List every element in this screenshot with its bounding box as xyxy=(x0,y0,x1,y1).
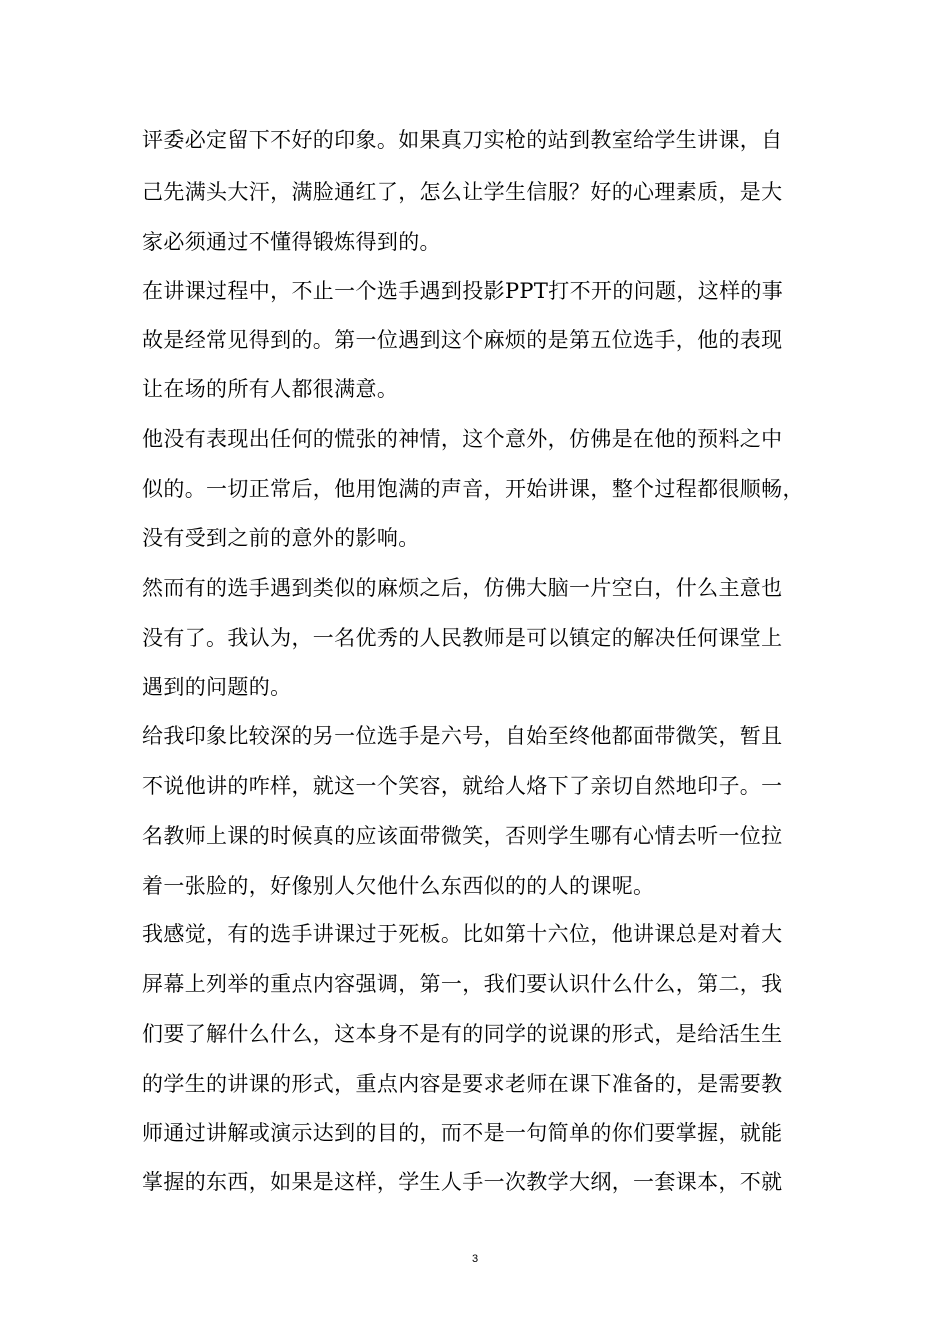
text-line: 家必须通过不懂得锻炼得到的。 xyxy=(142,230,441,254)
text-line: 名教师上课的时候真的应该面带微笑，否则学生哪有心情去听一位拉 xyxy=(142,824,783,848)
text-line: 似的。一切正常后，他用饱满的声音，开始讲课，整个过程都很顺畅， xyxy=(142,477,804,501)
text-line: 然而有的选手遇到类似的麻烦之后，仿佛大脑一片空白，什么主意也 xyxy=(142,576,783,600)
text-line: 遇到的问题的。 xyxy=(142,675,292,699)
text-line: 掌握的东西，如果是这样，学生人手一次教学大纲，一套课本，不就 xyxy=(142,1170,783,1194)
text-line: 故是经常见得到的。第一位遇到这个麻烦的是第五位选手，他的表现 xyxy=(142,328,783,352)
text-line: 着一张脸的，好像别人欠他什么东西似的的人的课呢。 xyxy=(142,874,655,898)
page-number: 3 xyxy=(471,1253,479,1265)
text-line: 师通过讲解或演示达到的目的，而不是一句简单的你们要掌握，就能 xyxy=(142,1121,783,1145)
text-line: 在讲课过程中，不止一个选手遇到投影PPT打不开的问题，这样的事 xyxy=(142,279,784,303)
text-line: 让在场的所有人都很满意。 xyxy=(142,377,399,401)
text-line: 的学生的讲课的形式，重点内容是要求老师在课下准备的，是需要教 xyxy=(142,1072,783,1096)
text-line: 没有了。我认为，一名优秀的人民教师是可以镇定的解决任何课堂上 xyxy=(142,626,783,650)
text-line: 我感觉，有的选手讲课过于死板。比如第十六位，他讲课总是对着大 xyxy=(142,922,783,946)
text-line: 给我印象比较深的另一位选手是六号，自始至终他都面带微笑，暂且 xyxy=(142,724,783,748)
text-line: 他没有表现出任何的慌张的神情，这个意外，仿佛是在他的预料之中 xyxy=(142,427,783,451)
text-line: 们要了解什么什么，这本身不是有的同学的说课的形式，是给活生生 xyxy=(142,1022,783,1046)
text-line: 没有受到之前的意外的影响。 xyxy=(142,526,420,550)
text-line: 评委必定留下不好的印象。如果真刀实枪的站到教室给学生讲课，自 xyxy=(142,128,783,152)
text-line: 己先满头大汗，满脸通红了，怎么让学生信服？好的心理素质，是大 xyxy=(142,180,783,204)
text-line: 屏幕上列举的重点内容强调，第一，我们要认识什么什么，第二，我 xyxy=(142,972,783,996)
text-line: 不说他讲的咋样，就这一个笑容，就给人烙下了亲切自然地印子。一 xyxy=(142,774,783,798)
